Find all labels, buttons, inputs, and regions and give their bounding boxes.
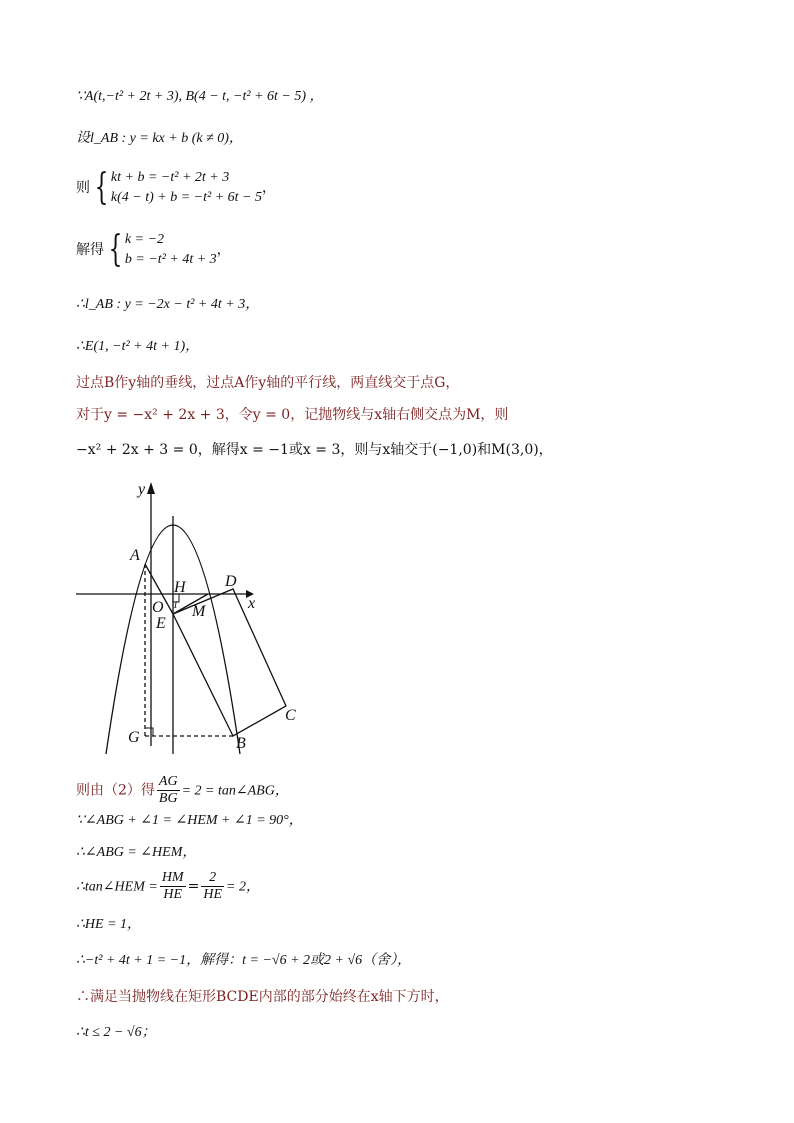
tan-abg-suffix: = 2 = tan∠ABG，: [181, 783, 289, 799]
line-lab-result: ∴l_AB : y = −2x − t² + 4t + 3，: [76, 297, 260, 312]
tan-hem-equals: =: [187, 878, 200, 895]
system-1-prefix: 则: [76, 180, 90, 196]
fraction-denominator: HE: [163, 887, 183, 902]
label-h: H: [174, 579, 186, 596]
fraction-numerator: AG: [158, 774, 178, 789]
right-angle-g-icon: [145, 728, 153, 736]
line-tan-hem: [76, 870, 260, 903]
line-system-1: [76, 168, 276, 208]
fraction-denominator: BG: [158, 791, 178, 806]
label-angle-1: 1: [173, 600, 178, 611]
line-set-lab: 设l_AB : y = kx + b (k ≠ 0)，: [76, 131, 243, 146]
label-o: O: [152, 599, 164, 616]
tan-abg-prefix: 则由（2）得: [76, 782, 155, 799]
system-1-row-2: k(4 − t) + b = −t² + 6t − 5: [110, 190, 262, 205]
line-solve-t: ∴−t² + 4t + 1 = −1，解得：t = −√6 + 2或2 + √6（舍），: [76, 953, 412, 968]
fraction-ag-bg: [157, 774, 180, 807]
system-1-row-1: kt + b = −t² + 2t + 3: [110, 170, 230, 185]
geometry-figure: [70, 476, 400, 766]
fraction-2-he: [201, 870, 224, 903]
label-m: M: [192, 603, 206, 620]
system-2-prefix: 解得: [76, 242, 104, 258]
line-given-points: ∵A(t,−t² + 2t + 3), B(4 − t, −t² + 6t − 5) ，: [76, 89, 324, 104]
label-a: A: [130, 547, 140, 564]
tan-hem-prefix: ∴tan∠HEM =: [76, 879, 158, 895]
label-y: y: [138, 481, 146, 498]
system-2-row-2: b = −t² + 4t + 3: [124, 252, 217, 267]
line-angle-sum: ∵∠ABG + ∠1 = ∠HEM + ∠1 = 90°，: [76, 813, 303, 828]
system-2-suffix: ，: [216, 242, 231, 258]
line-construction: 过点B作y轴的垂线，过点A作y轴的平行线，两直线交于点G，: [76, 375, 460, 391]
label-c: C: [285, 707, 296, 724]
fraction-numerator: 2: [201, 870, 224, 887]
line-condition: ∴满足当抛物线在矩形BCDE内部的部分始终在x轴下方时，: [76, 989, 449, 1005]
line-point-e: ∴E(1, −t² + 4t + 1)，: [76, 339, 200, 354]
brace-icon: {: [108, 229, 123, 270]
y-arrow-icon: [147, 482, 155, 494]
fraction-hm-he: [160, 870, 186, 903]
rectangle-bcde: [173, 589, 286, 736]
line-parabola-roots-intro: 对于y = −x² + 2x + 3，令y = 0，记抛物线与x轴右侧交点为M，则: [76, 407, 509, 423]
line-roots-solved: −x² + 2x + 3 = 0，解得x = −1或x = 3，则与x轴交于(−1,0)和M(3,0)，: [76, 442, 553, 458]
label-b: B: [236, 735, 246, 752]
fraction-numerator: HM: [161, 870, 184, 885]
line-system-2: [76, 230, 231, 270]
line-he-value: ∴HE = 1，: [76, 917, 142, 932]
brace-icon: {: [94, 167, 109, 208]
label-g: G: [128, 729, 140, 746]
system-1-suffix: ，: [262, 180, 276, 196]
label-e: E: [156, 615, 166, 632]
line-angle-equal: ∴∠ABG = ∠HEM，: [76, 845, 197, 860]
line-conclusion: ∴t ≤ 2 − √6；: [76, 1025, 156, 1040]
line-tan-abg: [76, 774, 289, 807]
label-d: D: [225, 573, 237, 590]
fraction-denominator: HE: [203, 887, 222, 902]
label-x: x: [248, 595, 256, 612]
system-2-row-1: k = −2: [124, 232, 165, 247]
tan-hem-suffix: = 2，: [226, 879, 260, 895]
